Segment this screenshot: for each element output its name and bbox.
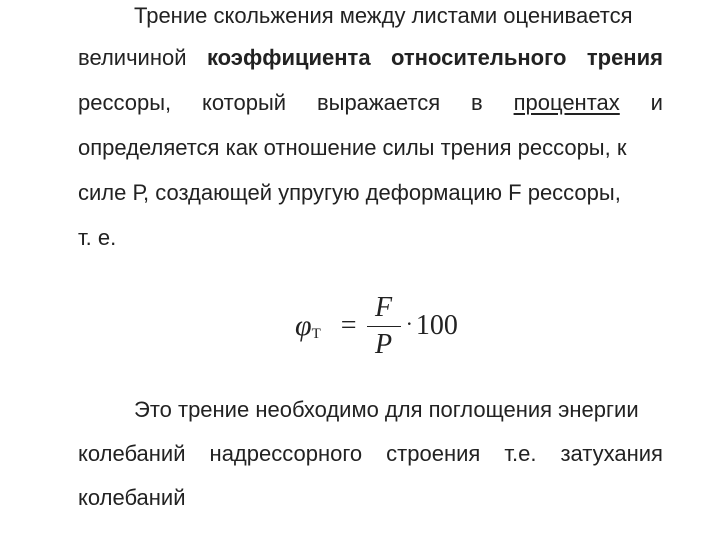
word: который: [202, 90, 287, 115]
word: величиной: [78, 45, 187, 70]
word: в: [471, 90, 483, 115]
bold-term: коэффициента: [206, 45, 371, 70]
multiplication-dot: ·: [405, 311, 413, 336]
paragraph1-line5: [78, 179, 663, 207]
word: строения: [386, 441, 481, 466]
bold-term: относительного: [391, 45, 567, 70]
paragraph1-line1: [78, 2, 663, 30]
text: колебаний: [78, 485, 186, 510]
paragraph2-line3: [78, 484, 663, 512]
word: надрессорного: [209, 441, 363, 466]
text: определяется как отношение силы трения рессоры, к: [78, 135, 627, 160]
paragraph2-line1: [78, 396, 663, 424]
paragraph1-line3: [78, 89, 663, 117]
underlined-word: процентах: [513, 90, 620, 115]
text: Трение скольжения между листами оценивается: [134, 3, 633, 28]
text: силе Р, создающей упругую деформацию F рессоры,: [78, 180, 621, 205]
text: Это трение необходимо для поглощения энергии: [134, 397, 639, 422]
phi-symbol: φ: [295, 309, 312, 342]
paragraph1-line4: [78, 134, 663, 162]
paragraph-indent: [78, 396, 134, 424]
text: т. е.: [78, 225, 117, 250]
word: и: [650, 90, 663, 115]
word: выражается: [316, 90, 441, 115]
equals-sign: =: [340, 310, 357, 341]
word: рессоры,: [78, 90, 172, 115]
paragraph-indent: [78, 2, 134, 30]
bold-term: трения: [586, 45, 663, 70]
fraction-denominator: P: [375, 328, 393, 360]
paragraph1-line6: [78, 224, 663, 252]
paragraph1-line2: [78, 44, 663, 72]
word: т.е.: [504, 441, 537, 466]
fraction-numerator: F: [375, 291, 393, 323]
fraction: [367, 292, 401, 361]
word: колебаний: [78, 441, 186, 466]
friction-formula: [295, 286, 458, 366]
paragraph2-line2: [78, 440, 663, 468]
formula-subscript: T: [311, 325, 321, 342]
word: затухания: [560, 441, 663, 466]
formula-multiplier: 100: [415, 310, 458, 341]
